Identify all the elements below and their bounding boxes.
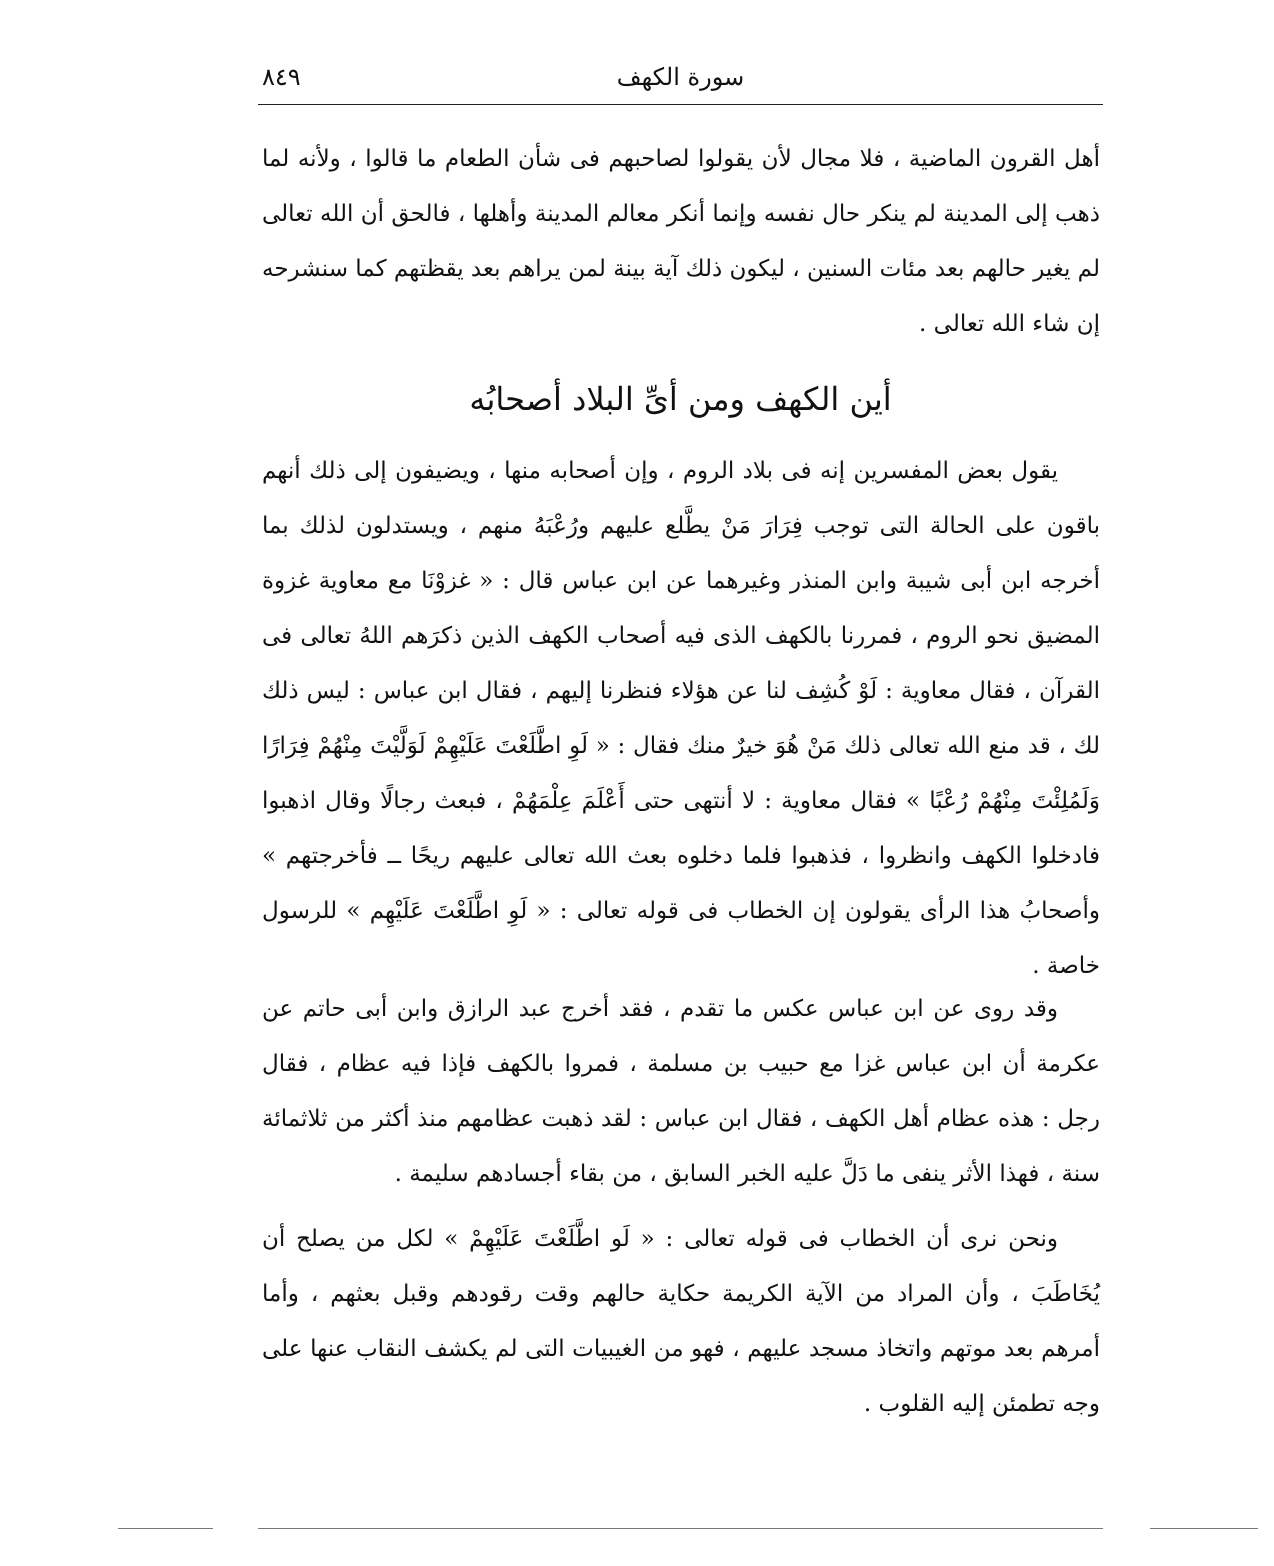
paragraph-4: ونحن نرى أن الخطاب فى قوله تعالى : « لَو اطَّلَعْتَ عَلَيْهِمْ » لكل من يصلح أن يُخَاطَبَ ، وأن المراد من الآية الكريمة حكاية حالهم وقت رقودهم وقبل بعثهم ، وأما أمرهم بعد موتهم واتخاذ مسجد عليهم ، فهو من الغيبيات التى لم يكشف النقاب عنها على وجه تطمئن إليه القلوب . — [262, 1226, 1100, 1417]
header-rule — [258, 104, 1103, 105]
paragraph-3: وقد روى عن ابن عباس عكس ما تقدم ، فقد أخرج عبد الرازق وابن أبى حاتم عن عكرمة أن ابن عباس غزا مع حبيب بن مسلمة ، فمروا بالكهف فإذا فيه عظام ، فقال رجل : هذه عظام أهل الكهف ، فقال ابن عباس : لقد ذهبت عظامهم منذ أكثر من ثلاثمائة سنة ، فهذا الأثر ينفى ما دَلَّ عليه الخبر السابق ، من بقاء أجسادهم سليمة . — [262, 996, 1100, 1187]
paragraph-1: أهل القرون الماضية ، فلا مجال لأن يقولوا لصاحبهم فى شأن الطعام ما قالوا ، ولأنه لما ذهب إلى المدينة لم ينكر حال نفسه وإنما أنكر معالم المدينة وأهلها ، فالحق أن الله تعالى لم يغير حالهم بعد مئات السنين ، ليكون ذلك آية بينة لمن يراهم بعد يقظتهم كما سنشرحه إن شاء الله تعالى . — [262, 146, 1100, 337]
running-header — [258, 60, 1103, 102]
section-heading: أين الكهف ومن أىِّ البلاد أصحابُه — [469, 380, 892, 418]
page-number: ٨٤٩ — [262, 63, 301, 91]
footer-rule-left — [118, 1528, 213, 1529]
running-title: سورة الكهف — [616, 63, 745, 91]
footer-rule-right — [1150, 1528, 1258, 1529]
footer-rule-main — [258, 1528, 1103, 1529]
paragraph-2: يقول بعض المفسرين إنه فى بلاد الروم ، وإن أصحابه منها ، ويضيفون إلى ذلك أنهم باقون على الحالة التى توجب فِرَارَ مَنْ يطَّلع عليهم ورُعْبَهُ منهم ، ويستدلون لذلك بما أخرجه ابن أبى شيبة وابن المنذر وغيرهما عن ابن عباس قال : « غزوْنَا مع معاوية غزوة المضيق نحو الروم ، فمررنا بالكهف الذى فيه أصحاب الكهف الذين ذكرَهم اللهُ تعالى فى القرآن ، فقال معاوية : لَوْ كُشِف لنا عن هؤلاء فنظرنا إليهم ، فقال ابن عباس : ليس ذلك لك ، قد منع الله تعالى ذلك مَنْ هُوَ خيرٌ منك فقال : « لَوِ اطَّلَعْتَ عَلَيْهِمْ لَوَلَّيْتَ مِنْهُمْ فِرَارًا وَلَمُلِئْتَ مِنْهُمْ رُعْبًا » فقال معاوية : لا أنتهى حتى أَعْلَمَ عِلْمَهُمْ ، فبعث رجالًا وقال اذهبوا فادخلوا الكهف وانظروا ، فذهبوا فلما دخلوه بعث الله تعالى عليهم ريحًا ــ فأخرجتهم » وأصحابُ هذا الرأى يقولون إن الخطاب فى قوله تعالى : « لَوِ اطَّلَعْتَ عَلَيْهِم » للرسول خاصة . — [262, 458, 1100, 979]
